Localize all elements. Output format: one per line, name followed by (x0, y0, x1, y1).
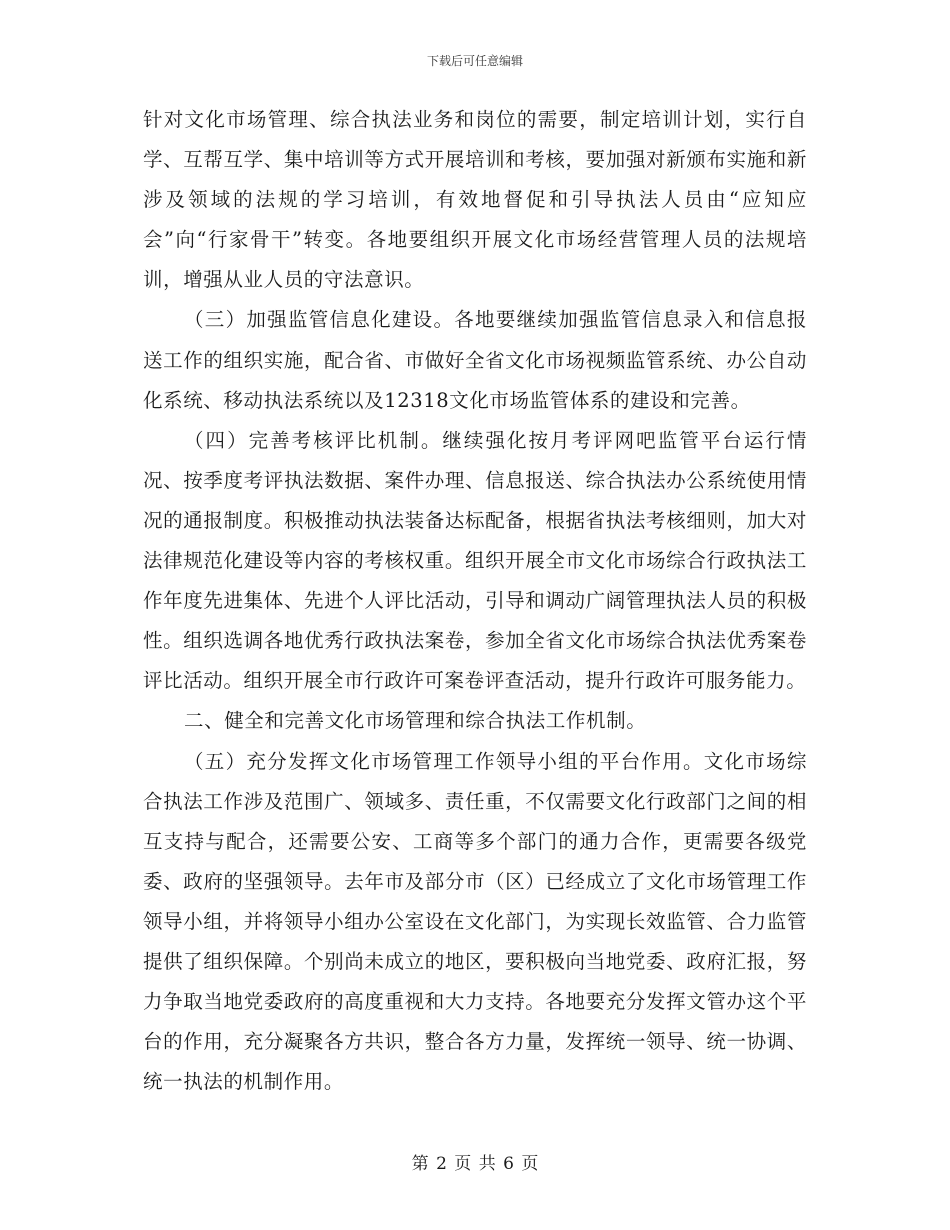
paragraph-assessment: （四）完善考核评比机制。继续强化按月考评网吧监管平台运行情况、按季度考评执法数据、案件办理、信息报送、综合执法办公系统使用情况的通报制度。积极推动执法装备达标配备，根据省执法考核细则，加大对法律规范化建设等内容的考核权重。组织开展全市文化市场综合行政执法工作年度先进集体、先进个人评比活动，引导和调动广阔管理执法人员的积极性。组织选调各地优秀行政执法案卷，参加全省文化市场综合执法优秀案卷评比活动。组织开展全市行政许可案卷评查活动，提升行政许可服务能力。 (143, 428, 807, 693)
paragraph-leading-group: （五）充分发挥文化市场管理工作领导小组的平台作用。文化市场综合执法工作涉及范围广、领域多、责任重，不仅需要文化行政部门之间的相互支持与配合，还需要公安、工商等多个部门的通力合作，更需要各级党委、政府的坚强领导。去年市及部分市（区）已经成立了文化市场管理工作领导小组，并将领导小组办公室设在文化部门，为实现长效监管、合力监管提供了组织保障。个别尚未成立的地区，要积极向当地党委、政府汇报，努力争取当地党委政府的高度重视和大力支持。各地要充分发挥文管办这个平台的作用，充分凝聚各方共识，整合各方力量，发挥统一领导、统一协调、统一执法的机制作用。 (143, 749, 807, 1094)
section-heading-mechanism: 二、健全和完善文化市场管理和综合执法工作机制。 (184, 709, 647, 733)
page-header-note: 下载后可任意编辑 (426, 54, 523, 68)
paragraph-training: 针对文化市场管理、综合执法业务和岗位的需要，制定培训计划，实行自学、互帮互学、集中培训等方式开展培训和考核，要加强对新颁布实施和新涉及领域的法规的学习培训，有效地督促和引导执法人员由“应知应会”向“行家骨干”转变。各地要组织开展文化市场经营管理人员的法规培训，增强从业人员的守法意识。 (143, 108, 807, 292)
document-body (143, 100, 807, 1102)
page-number: 第 2 页 共 6 页 (411, 1154, 539, 1174)
paragraph-informatization: （三）加强监管信息化建设。各地要继续加强监管信息录入和信息报送工作的组织实施，配合省、市做好全省文化市场视频监管系统、办公自动化系统、移动执法系统以及12318文化市场监管体系的建设和完善。 (143, 308, 807, 412)
